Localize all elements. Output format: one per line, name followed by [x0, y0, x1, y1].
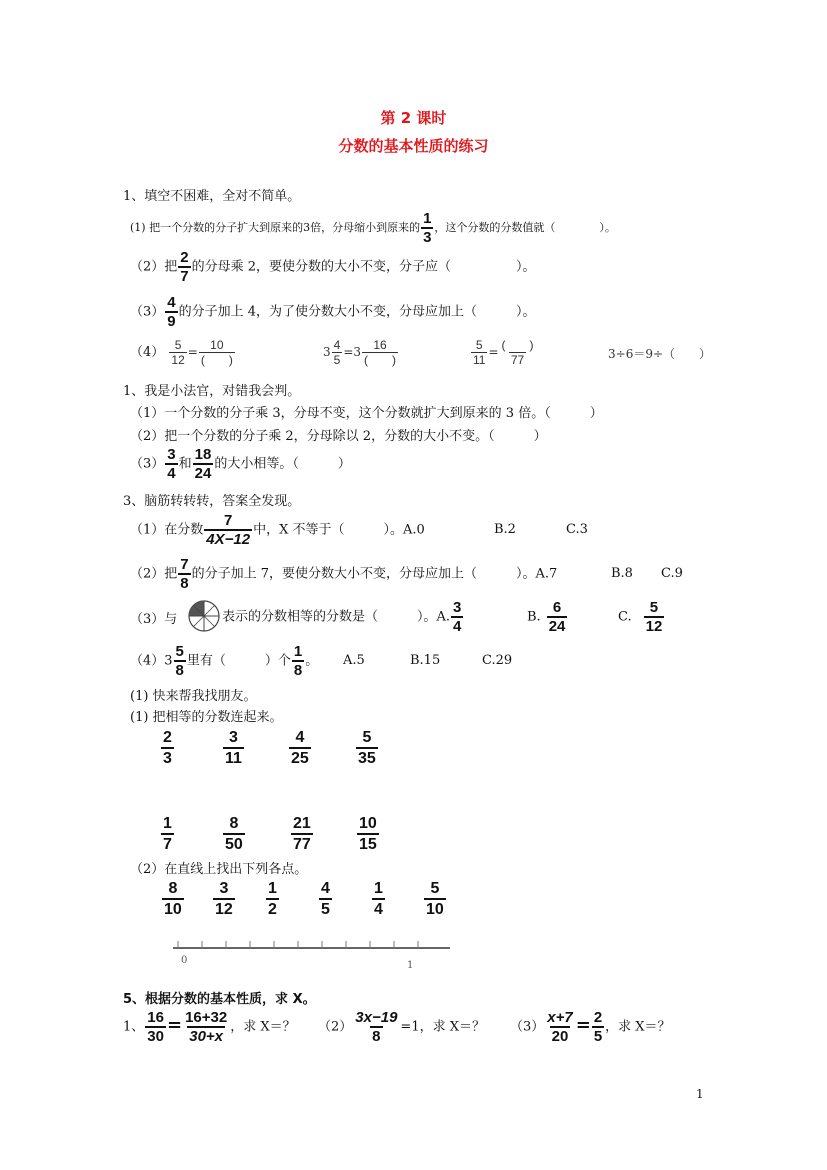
page-title: 分数的基本性质的练习 [338, 137, 489, 155]
fraction-row-2-item: $\frac{21}{77}$ [293, 815, 311, 853]
s1-q4-e3: $\frac{5}{11}$ = $\frac{( )}{77}$ [473, 338, 534, 367]
number-line-end: 1 [407, 960, 414, 971]
s3-q2: （2）把 $\frac{7}{8}$ 的分子加上 7，要使分数大小不变，分母应加上（ ）。A.7 [130, 556, 558, 592]
fraction-row-2-item: $\frac{1}{7}$ [163, 815, 172, 853]
fraction-circle-icon [187, 599, 221, 633]
page-number: 1 [696, 1087, 704, 1101]
s3-q3-c: C. $\frac{5}{12}$ [618, 599, 663, 635]
fraction-row-3-item: $\frac{1}{2}$ [268, 880, 277, 918]
number-line-start: 0 [181, 955, 188, 966]
s2-q1: （1）一个分数的分子乘 3，分母不变，这个分数就扩大到原来的 3 倍。（ ） [130, 406, 603, 421]
s3-q2-c: C.9 [661, 566, 683, 581]
fraction-row-3-item: $\frac{5}{10}$ [426, 880, 444, 918]
s3-q4-a: A.5 [343, 653, 365, 668]
s1-q2: （2）把 $\frac{2}{7}$ 的分母乘 2，要使分数的大小不变，分子应（ ）。 [130, 249, 536, 285]
s5-p2: （2） $\frac{3x-19}{8}$ =1，求 X＝？ [318, 1009, 485, 1045]
s3-q1-b: B.2 [494, 522, 516, 537]
section-4-heading: (1) 快来帮我找朋友。 [130, 689, 257, 704]
s3-q1-c: C.3 [566, 522, 588, 537]
s3-q4-b: B.15 [410, 653, 441, 668]
s3-q4: （4）3 $\frac{5}{8}$ 里有（ ）个 $\frac{1}{8}$ 。 [130, 643, 319, 679]
fraction-row-1-item: $\frac{4}{25}$ [291, 729, 309, 767]
fraction-row-3-item: $\frac{1}{4}$ [374, 880, 383, 918]
s5-p3: （3） $\frac{x+7}{20}$ = $\frac{2}{5}$ ，求 X＝？ [510, 1009, 671, 1045]
s3-q3: 表示的分数相等的分数是（ ）。A. $\frac{3}{4}$ [222, 599, 462, 635]
s1-q4-e4: 3÷6＝9÷（ ） [608, 347, 712, 361]
fraction-row-3-item: $\frac{3}{12}$ [215, 880, 233, 918]
fraction-row-1-item: $\frac{3}{11}$ [225, 729, 242, 767]
fraction-row-2-item: $\frac{10}{15}$ [359, 815, 377, 853]
s1-q4-e2: 3 $\frac{4}{5}$ =3 $\frac{16}{( )}$ [323, 338, 397, 367]
s4-sub2: （2）在直线上找出下列各点。 [130, 862, 308, 877]
section-3-heading: 3、脑筋转转转，答案全发现。 [123, 494, 301, 509]
s2-q2: （2）把一个分数的分子乘 2，分母除以 2，分数的大小不变。（ ） [130, 429, 547, 444]
s1-q4: （4） $\frac{5}{12}$ = $\frac{10}{( )}$ [130, 338, 233, 367]
section-2-heading: 1、我是小法官，对错我会判。 [123, 384, 301, 399]
number-line [170, 936, 455, 956]
s5-p1: 1、 $\frac{16}{30}$ = $\frac{16+32}{30+x}$ ，求 X＝？ [123, 1009, 296, 1045]
fraction-row-3-item: $\frac{8}{10}$ [164, 880, 182, 918]
s4-sub1: (1) 把相等的分数连起来。 [130, 710, 283, 725]
s1-q3: （3） $\frac{4}{9}$ 的分子加上 4，为了使分数大小不变，分母应加上（ ）。 [130, 294, 536, 330]
s3-q1: （1）在分数 $\frac{7}{4X-12}$ 中，X 不等于（ ）。A.0 [130, 512, 425, 548]
fraction-row-3-item: $\frac{4}{5}$ [321, 880, 330, 918]
s3-q2-b: B.8 [611, 566, 633, 581]
s2-q3: （3） $\frac{3}{4}$ 和 $\frac{18}{24}$ 的大小相等。（ ） [130, 446, 351, 482]
fraction-row-1-item: $\frac{2}{3}$ [163, 729, 172, 767]
section-1-heading: 1、填空不困难，全对不简单。 [123, 189, 301, 204]
s1-q1: (1) 把一个分数的分子扩大到原来的3倍，分母缩小到原来的 $\frac{1}{3}$ ，这个分数的分数值就（ ）。 [130, 210, 616, 246]
s3-q3-label: （3）与 [130, 612, 178, 627]
lesson-number: 第 2 课时 [380, 109, 447, 127]
s3-q4-c: C.29 [482, 653, 513, 668]
s3-q3-b: B. $\frac{6}{24}$ [527, 599, 566, 635]
section-5-heading: 5、根据分数的基本性质，求 X。 [123, 992, 316, 1007]
fraction-row-1-item: $\frac{5}{35}$ [358, 729, 376, 767]
fraction-row-2-item: $\frac{8}{50}$ [225, 815, 243, 853]
